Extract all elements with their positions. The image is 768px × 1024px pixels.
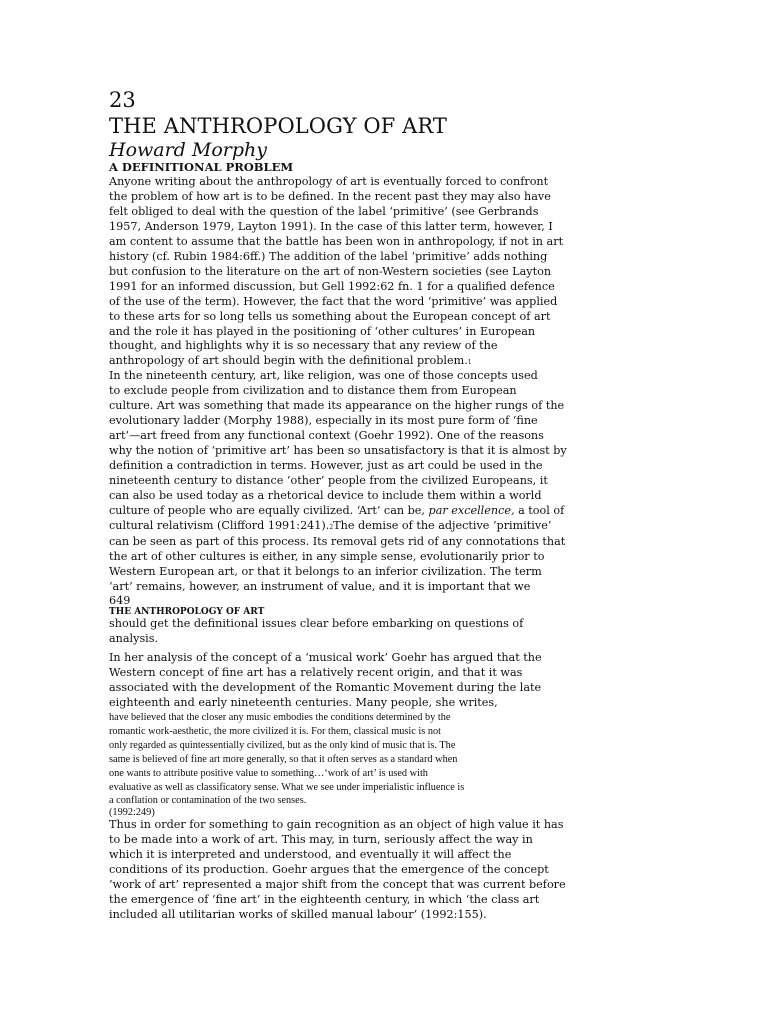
text-line: ‘art’ remains, however, an instrument of value, and it is important that we — [109, 580, 531, 594]
chapter-title: THE ANTHROPOLOGY OF ART — [109, 114, 448, 138]
text-line: of the use of the term). However, the fact that the word ‘primitive’ was applied — [109, 294, 558, 308]
author-name: Howard Morphy — [109, 139, 267, 161]
footnote-ref-1: 1 — [467, 359, 472, 367]
quote-line: same is believed of fine art more generally, so that it often serves as a standard when — [109, 753, 458, 765]
text-line: culture. Art was something that made its appearance on the higher rungs of the — [109, 398, 565, 412]
paragraph-5 — [109, 818, 579, 923]
text-line: felt obliged to deal with the question of the label ‘primitive’ (see Gerbrands — [109, 204, 539, 218]
quote-line: romantic work-aesthetic, the more civilized it is. For them, classical music is not — [109, 725, 441, 737]
text-line: and the role it has played in the positioning of ‘other cultures’ in European — [109, 324, 536, 338]
text-line: Thus in order for something to gain recognition as an object of high value it has — [109, 818, 564, 831]
chapter-number: 23 — [109, 88, 136, 112]
italic-phrase: par excellence, — [428, 503, 515, 517]
line-text: The demise of the adjective ‘primitive’ — [333, 518, 552, 532]
text-line: definition a contradiction in terms. However, just as art could be used in the — [109, 458, 543, 472]
text-line: to these arts for so long tells us something about the European concept of art — [109, 309, 551, 323]
text-line: 1957, Anderson 1979, Layton 1991). In the case of this latter term, however, I — [109, 219, 553, 233]
text-line — [109, 504, 579, 519]
text-line: the emergence of ‘fine art’ in the eighteenth century, in which ‘the class art — [109, 892, 540, 906]
quote-line: a conflation or contamination of the two senses. — [109, 795, 307, 807]
paragraph-3 — [109, 617, 579, 647]
section-heading: A DEFINITIONAL PROBLEM — [109, 160, 294, 174]
text-line: am content to assume that the battle has been won in anthropology, if not in art — [109, 234, 564, 248]
text-line: can also be used today as a rhetorical device to include them within a world — [109, 488, 542, 502]
quote-line: have believed that the closer any music embodies the conditions determined by the — [109, 712, 451, 723]
text-line: Western concept of fine art has a relatively recent origin, and that it was — [109, 665, 523, 679]
quote-citation: (1992:249) — [109, 807, 155, 818]
text-line: history (cf. Rubin 1984:6ff.) The addition of the label ‘primitive’ adds nothing — [109, 249, 548, 263]
line-text: a tool of — [514, 503, 565, 517]
text-line: In the nineteenth century, art, like religion, was one of those concepts used — [109, 369, 538, 382]
line-text: culture of people who are equally civilized. ‘Art’ can be, — [109, 503, 429, 517]
text-line: should get the definitional issues clear before embarking on questions of — [109, 617, 524, 630]
block-quote — [109, 711, 579, 808]
text-line: conditions of its production. Goehr argues that the emergence of the concept — [109, 862, 549, 876]
text-line: In her analysis of the concept of a ‘musical work’ Goehr has argued that the — [109, 651, 542, 664]
text-line: art’—art freed from any functional context (Goehr 1992). One of the reasons — [109, 428, 544, 442]
paragraph-4 — [109, 651, 579, 711]
paragraph-2 — [109, 369, 579, 595]
text-line: eighteenth and early nineteenth centuries. Many people, she writes, — [109, 695, 498, 709]
text-line: nineteenth century to distance ‘other’ people from the civilized Europeans, it — [109, 473, 548, 487]
text-line: but confusion to the literature on the art of non-Western societies (see Layton — [109, 264, 552, 278]
text-line: analysis. — [109, 631, 159, 645]
line-text: anthropology of art should begin with the definitional problem. — [109, 354, 468, 368]
text-line: the art of other cultures is either, in any simple sense, evolutionarily prior to — [109, 550, 545, 564]
text-line: the problem of how art is to be defined. In the recent past they may also have — [109, 189, 551, 203]
text-line: why the notion of ‘primitive art’ has been so unsatisfactory is that it is almost by — [109, 443, 567, 457]
quote-line: only regarded as quintessentially civilized, but as the only kind of music that is. The — [109, 739, 456, 751]
paragraph-1 — [109, 175, 579, 371]
text-line: Western European art, or that it belongs to an inferior civilization. The term — [109, 565, 542, 579]
text-line: evolutionary ladder (Morphy 1988), especially in its most pure form of ‘fine — [109, 413, 538, 427]
text-line: can be seen as part of this process. Its removal gets rid of any connotations that — [109, 535, 566, 549]
text-line: associated with the development of the Romantic Movement during the late — [109, 680, 542, 694]
quote-line: evaluative as well as classificatory sense. What we see under imperialistic influence is — [109, 781, 465, 793]
text-line: Anyone writing about the anthropology of art is eventually forced to confront — [109, 175, 549, 188]
text-line: thought, and highlights why it is so necessary that any review of the — [109, 339, 498, 353]
running-head: THE ANTHROPOLOGY OF ART — [109, 607, 265, 617]
text-line: included all utilitarian works of skilled manual labour’ (1992:155). — [109, 907, 487, 921]
footnote-ref-2: 2 — [329, 523, 334, 531]
text-line: ‘work of art’ represented a major shift from the concept that was current before — [109, 877, 566, 891]
quote-line: one wants to attribute positive value to something…‘work of art’ is used with — [109, 767, 428, 779]
text-line — [109, 519, 579, 536]
text-line: 1991 for an informed discussion, but Gell 1992:62 fn. 1 for a qualified defence — [109, 279, 555, 293]
line-text: cultural relativism (Clifford 1991:241). — [109, 518, 330, 532]
text-line: to exclude people from civilization and to distance them from European — [109, 383, 517, 397]
text-line: to be made into a work of art. This may, in turn, seriously affect the way in — [109, 832, 533, 846]
text-line: which it is interpreted and understood, and eventually it will affect the — [109, 847, 512, 861]
page-number: 649 — [109, 594, 131, 607]
